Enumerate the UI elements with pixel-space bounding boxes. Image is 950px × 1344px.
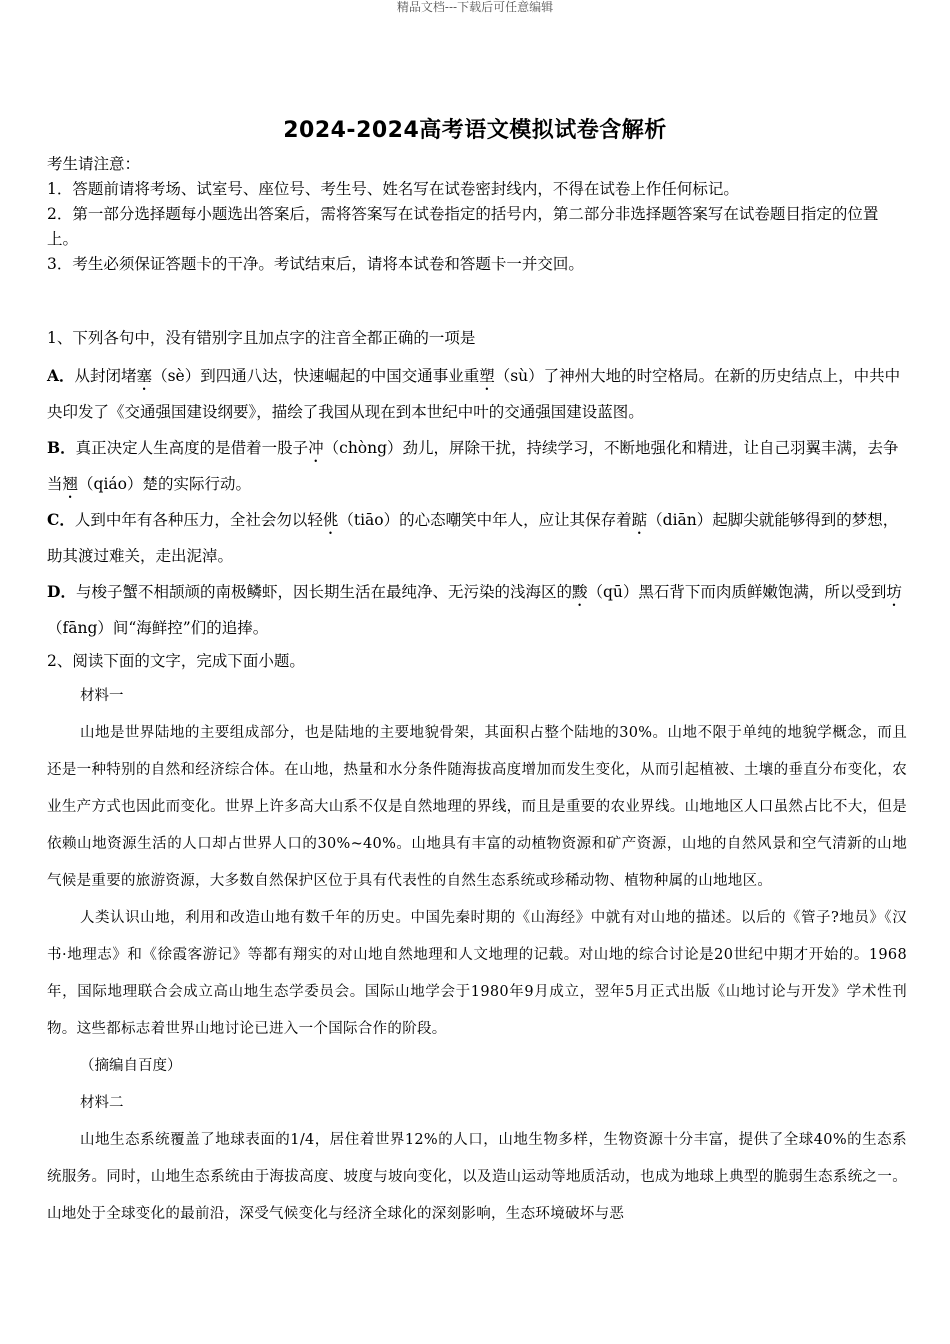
dotted-char: 黢 bbox=[571, 583, 588, 601]
option-label: D． bbox=[47, 582, 76, 601]
question-2-stem: 2、阅读下面的文字，完成下面小题。 bbox=[47, 652, 305, 670]
option-a bbox=[47, 358, 907, 430]
option-text: （sè）到四通八达，快速崛起的中国交通事业重 bbox=[152, 367, 480, 385]
option-text: 从封闭堵 bbox=[74, 367, 137, 385]
option-d bbox=[47, 574, 907, 646]
dotted-char: 佻 bbox=[322, 511, 339, 529]
material-1-label: 材料一 bbox=[80, 688, 124, 704]
option-text: （tiāo）的心态嘲笑中年人，应让其保存着 bbox=[338, 511, 632, 529]
option-label: B． bbox=[47, 438, 76, 457]
material-1-paragraph-2: 人类认识山地，利用和改造山地有数千年的历史。中国先秦时期的《山海经》中就有对山地的描述。以后的《管子?地员》《汉书·地理志》和《徐霞客游记》等都有翔实的对山地自然地理和人文地理的记载。对山地的综合讨论是20世纪中期才开始的。1968年，国际地理联合会成立高山地生态学委员会。国际山地学会于1980年9月成立，翌年5月正式出版《山地讨论与开发》学术性刊物。这些都标志着世界山地讨论已进入一个国际合作的阶段。 bbox=[47, 910, 907, 1037]
option-text: （qiáo）楚的实际行动。 bbox=[78, 475, 251, 493]
question-1 bbox=[47, 325, 907, 646]
option-b bbox=[47, 430, 907, 502]
option-text: （sù）了神州大地的时空格局。在新的历史结点上，中共中央印发了《交通强国建设纲要》，描绘了我国从现在到本世纪中叶的交通强国建设蓝图。 bbox=[47, 367, 901, 421]
dotted-char: 翘 bbox=[62, 475, 79, 493]
material-2-paragraph-1: 山地生态系统覆盖了地球表面的1/4，居住着世界12%的人口，山地生物多样，生物资源十分丰富，提供了全球40%的生态系统服务。同时，山地生态系统由于海拔高度、坡度与坡向变化，以及造山运动等地质活动，也成为地球上典型的脆弱生态系统之一。山地处于全球变化的最前沿，深受气候变化与经济全球化的深刻影响，生态环境破坏与恶 bbox=[47, 1132, 907, 1222]
option-text: 真正决定人生高度的是借着一股子 bbox=[75, 439, 309, 457]
question-1-stem: 1、下列各句中，没有错别字且加点字的注音全都正确的一项是 bbox=[47, 329, 476, 347]
exam-notice bbox=[47, 152, 907, 277]
page-header: 精品文档---下载后可任意编辑 bbox=[396, 0, 554, 14]
dotted-char: 塞 bbox=[136, 367, 153, 385]
notice-heading: 考生请注意： bbox=[47, 155, 141, 173]
notice-item-3: 3．考生必须保证答题卡的干净。考试结束后，请将本试卷和答题卡一并交回。 bbox=[47, 255, 584, 273]
option-text: （diān）起脚尖就能够得到的梦想，助其渡过难关，走出泥淖。 bbox=[47, 511, 899, 565]
question-2 bbox=[47, 648, 907, 1233]
material-2-label: 材料二 bbox=[80, 1095, 124, 1111]
dotted-char: 坊 bbox=[886, 583, 902, 601]
option-c bbox=[47, 502, 907, 574]
option-text: （chòng）劲儿，屏除干扰，持续学习，不断地强化和精进，让自己羽翼丰满，去争当 bbox=[47, 439, 899, 493]
option-text: （qū）黑石背下而肉质鲜嫩饱满，所以受到 bbox=[587, 583, 887, 601]
notice-item-1: 1．答题前请将考场、试室号、座位号、考生号、姓名写在试卷密封线内，不得在试卷上作任何标记。 bbox=[47, 180, 739, 198]
page-title: 2024-2024高考语文模拟试卷含解析 bbox=[283, 118, 667, 143]
notice-item-2: 2．第一部分选择题每小题选出答案后，需将答案写在试卷指定的括号内，第二部分非选择题答案写在试卷题目指定的位置上。 bbox=[47, 205, 879, 248]
dotted-char: 冲 bbox=[308, 439, 324, 457]
option-text: 与梭子蟹不相颉颃的南极鳞虾，因长期生活在最纯净、无污染的浅海区的 bbox=[75, 583, 572, 601]
option-label: C． bbox=[47, 510, 75, 529]
option-text: （fāng）间“海鲜控”们的追捧。 bbox=[47, 619, 269, 637]
dotted-char: 塑 bbox=[479, 367, 495, 385]
material-1-paragraph-1: 山地是世界陆地的主要组成部分，也是陆地的主要地貌骨架，其面积占整个陆地的30%。山地不限于单纯的地貌学概念，而且还是一种特别的自然和经济综合体。在山地，热量和水分条件随海拔高度增加而发生变化，从而引起植被、土壤的垂直分布变化，农业生产方式也因此而变化。世界上许多高大山系不仅是自然地理的界线，而且是重要的农业界线。山地地区人口虽然占比不大，但是依赖山地资源生活的人口却占世界人口的30%~40%。山地具有丰富的动植物资源和矿产资源，山地的自然风景和空气清新的山地气候是重要的旅游资源，大多数自然保护区位于具有代表性的自然生态系统或珍稀动物、植物种属的山地地区。 bbox=[47, 725, 907, 889]
material-1-source: （摘编自百度） bbox=[80, 1058, 182, 1074]
option-text: 人到中年有各种压力，全社会勿以轻 bbox=[74, 511, 323, 529]
dotted-char: 踮 bbox=[631, 511, 648, 529]
reading-materials bbox=[47, 678, 907, 1233]
option-label: A． bbox=[47, 366, 75, 385]
